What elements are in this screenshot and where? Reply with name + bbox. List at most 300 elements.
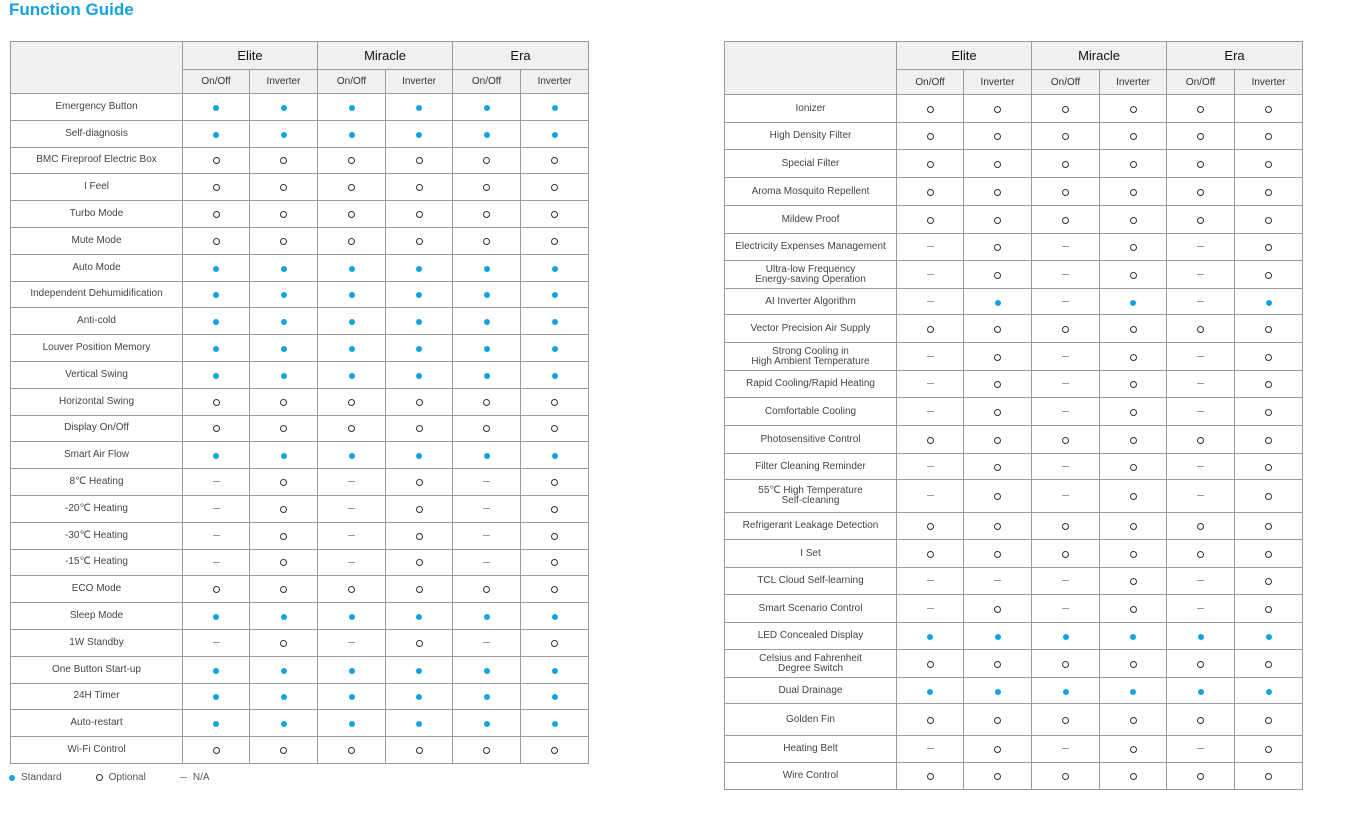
optional-circle-icon: [927, 717, 934, 724]
feature-cell: [964, 398, 1032, 426]
na-dash-icon: [1062, 608, 1069, 609]
feature-cell: [1100, 150, 1167, 178]
feature-cell: [386, 495, 453, 522]
header-model: Era: [1167, 42, 1303, 70]
feature-cell: [521, 281, 589, 308]
feature-cell: [1032, 568, 1100, 595]
feature-cell: [897, 650, 964, 678]
feature-cell: [250, 710, 318, 737]
table-row: [725, 763, 1303, 790]
optional-circle-icon: [927, 133, 934, 140]
feature-cell: [964, 763, 1032, 790]
optional-circle-icon: [1265, 272, 1272, 279]
feature-cell: [318, 308, 386, 335]
table-row: [725, 371, 1303, 398]
feature-cell: [1032, 261, 1100, 289]
feature-cell: [521, 522, 589, 549]
optional-circle-icon: [994, 244, 1001, 251]
feature-cell: [1032, 123, 1100, 150]
feature-cell: [964, 371, 1032, 398]
optional-circle-icon: [1062, 551, 1069, 558]
na-dash-icon: [1197, 246, 1204, 247]
feature-cell: [183, 361, 250, 388]
feature-cell: [964, 150, 1032, 178]
na-dash-icon: [348, 535, 355, 536]
feature-cell: [1235, 595, 1303, 623]
feature-cell: [1167, 426, 1235, 454]
standard-dot-icon: [281, 614, 287, 620]
feature-cell: [521, 710, 589, 737]
feature-cell: [183, 737, 250, 764]
feature-cell: [1167, 398, 1235, 426]
standard-dot-icon: [213, 373, 219, 379]
optional-circle-icon: [1130, 161, 1137, 168]
feature-cell: [1235, 261, 1303, 289]
optional-circle-icon: [927, 326, 934, 333]
feature-cell: [964, 343, 1032, 371]
feature-cell: [250, 737, 318, 764]
feature-cell: [521, 629, 589, 656]
feature-cell: [318, 147, 386, 174]
feature-name: Louver Position Memory: [11, 335, 183, 362]
standard-dot-icon: [213, 132, 219, 138]
feature-cell: [1167, 289, 1235, 315]
feature-cell: [521, 549, 589, 576]
feature-cell: [521, 308, 589, 335]
optional-circle-icon: [994, 326, 1001, 333]
feature-cell: [1100, 343, 1167, 371]
feature-name: Rapid Cooling/Rapid Heating: [725, 371, 897, 398]
feature-name: High Density Filter: [725, 123, 897, 150]
feature-cell: [1100, 234, 1167, 261]
optional-circle-icon: [1265, 161, 1272, 168]
feature-cell: [1032, 206, 1100, 234]
feature-name: Auto Mode: [11, 254, 183, 281]
legend-na: [180, 772, 210, 783]
table-row: [725, 315, 1303, 343]
feature-cell: [183, 603, 250, 630]
standard-dot-icon: [349, 694, 355, 700]
feature-name: BMC Fireproof Electric Box: [11, 147, 183, 174]
na-dash-icon: [483, 508, 490, 509]
standard-dot-icon: [1266, 300, 1272, 306]
feature-cell: [964, 206, 1032, 234]
optional-circle-icon: [280, 747, 287, 754]
optional-circle-icon: [927, 661, 934, 668]
table-row: [11, 576, 589, 603]
optional-circle-icon: [348, 238, 355, 245]
feature-name: -15℃ Heating: [11, 549, 183, 576]
feature-cell: [453, 522, 521, 549]
feature-cell: [1167, 650, 1235, 678]
table-row: [725, 426, 1303, 454]
na-dash-icon: [1197, 301, 1204, 302]
standard-dot-icon: [213, 721, 219, 727]
feature-cell: [250, 94, 318, 121]
feature-cell: [183, 201, 250, 228]
optional-circle-icon: [551, 479, 558, 486]
feature-cell: [1100, 736, 1167, 763]
na-dash-icon: [927, 383, 934, 384]
feature-cell: [897, 150, 964, 178]
feature-cell: [1235, 426, 1303, 454]
feature-cell: [521, 227, 589, 254]
optional-circle-icon: [1130, 381, 1137, 388]
feature-cell: [318, 442, 386, 469]
optional-circle-icon: [551, 747, 558, 754]
feature-cell: [183, 281, 250, 308]
optional-circle-icon: [483, 586, 490, 593]
feature-cell: [1032, 343, 1100, 371]
feature-cell: [183, 147, 250, 174]
optional-circle-icon: [994, 437, 1001, 444]
optional-circle-icon: [551, 238, 558, 245]
standard-dot-icon: [281, 319, 287, 325]
optional-circle-icon: [348, 425, 355, 432]
table-row: [725, 454, 1303, 480]
feature-cell: [318, 227, 386, 254]
standard-dot-icon: [552, 319, 558, 325]
optional-circle-icon: [1062, 523, 1069, 530]
feature-name: Vertical Swing: [11, 361, 183, 388]
feature-cell: [964, 178, 1032, 206]
na-dash-icon: [1197, 748, 1204, 749]
optional-circle-icon: [1062, 437, 1069, 444]
standard-dot-icon: [281, 668, 287, 674]
feature-cell: [453, 120, 521, 147]
feature-cell: [318, 576, 386, 603]
optional-circle-icon: [994, 661, 1001, 668]
feature-cell: [250, 629, 318, 656]
feature-cell: [453, 201, 521, 228]
na-dash-icon: [927, 356, 934, 357]
feature-cell: [1235, 178, 1303, 206]
optional-circle-icon: [1265, 717, 1272, 724]
standard-dot-icon: [484, 346, 490, 352]
feature-cell: [897, 595, 964, 623]
table-row: [11, 361, 589, 388]
standard-dot-icon: [484, 373, 490, 379]
feature-cell: [521, 361, 589, 388]
table-row: [11, 495, 589, 522]
standard-dot-icon: [213, 346, 219, 352]
feature-cell: [453, 254, 521, 281]
table-row: [725, 289, 1303, 315]
na-dash-icon: [1197, 495, 1204, 496]
standard-dot-icon: [213, 105, 219, 111]
optional-circle-icon: [1197, 717, 1204, 724]
feature-cell: [453, 469, 521, 496]
optional-circle-icon: [280, 184, 287, 191]
optional-circle-icon: [483, 157, 490, 164]
feature-cell: [521, 388, 589, 415]
optional-circle-icon: [416, 533, 423, 540]
optional-circle-icon: [483, 238, 490, 245]
na-dash-icon: [1062, 301, 1069, 302]
feature-cell: [1167, 568, 1235, 595]
table-row: [11, 227, 589, 254]
feature-cell: [1167, 150, 1235, 178]
legend-na-label: N/A: [192, 772, 210, 783]
optional-circle-icon: [213, 184, 220, 191]
feature-cell: [386, 308, 453, 335]
feature-cell: [183, 227, 250, 254]
feature-cell: [1032, 426, 1100, 454]
table-row: [11, 710, 589, 737]
feature-cell: [897, 513, 964, 540]
feature-cell: [1100, 454, 1167, 480]
feature-cell: [1167, 178, 1235, 206]
table-row: [725, 623, 1303, 650]
optional-circle-icon: [994, 464, 1001, 471]
optional-circle-icon: [1130, 409, 1137, 416]
feature-cell: [1235, 540, 1303, 568]
standard-dot-icon: [552, 105, 558, 111]
feature-cell: [453, 94, 521, 121]
table-row: [725, 595, 1303, 623]
standard-dot-icon: [995, 689, 1001, 695]
feature-cell: [453, 415, 521, 442]
table-row: [11, 201, 589, 228]
feature-cell: [1100, 623, 1167, 650]
optional-circle-icon: [416, 399, 423, 406]
legend-standard: [9, 772, 62, 783]
table-row: [725, 178, 1303, 206]
feature-cell: [897, 568, 964, 595]
feature-name: Mildew Proof: [725, 206, 897, 234]
feature-cell: [453, 281, 521, 308]
standard-dot-icon: [281, 132, 287, 138]
header-type: Inverter: [964, 70, 1032, 95]
header-type: On/Off: [453, 70, 521, 94]
feature-cell: [318, 335, 386, 362]
feature-cell: [1032, 480, 1100, 513]
standard-dot-icon: [213, 453, 219, 459]
feature-cell: [1032, 315, 1100, 343]
feature-cell: [897, 736, 964, 763]
optional-circle-icon: [551, 425, 558, 432]
optional-circle-icon: [1197, 551, 1204, 558]
optional-circle-icon: [1265, 217, 1272, 224]
feature-cell: [897, 123, 964, 150]
feature-name: Aroma Mosquito Repellent: [725, 178, 897, 206]
feature-cell: [386, 683, 453, 710]
feature-cell: [1167, 206, 1235, 234]
header-type: On/Off: [897, 70, 964, 95]
feature-name: Sleep Mode: [11, 603, 183, 630]
feature-cell: [250, 174, 318, 201]
feature-cell: [386, 201, 453, 228]
optional-circle-icon: [280, 559, 287, 566]
table-row: [725, 736, 1303, 763]
optional-circle-icon: [1130, 493, 1137, 500]
feature-cell: [1032, 371, 1100, 398]
feature-cell: [897, 343, 964, 371]
optional-circle-icon: [994, 272, 1001, 279]
table-row: [11, 522, 589, 549]
header-type: Inverter: [1100, 70, 1167, 95]
optional-circle-icon: [1130, 551, 1137, 558]
table-row: [11, 147, 589, 174]
feature-cell: [1167, 371, 1235, 398]
optional-circle-icon: [551, 157, 558, 164]
standard-dot-icon: [416, 319, 422, 325]
feature-cell: [1032, 623, 1100, 650]
feature-cell: [318, 683, 386, 710]
feature-name: Refrigerant Leakage Detection: [725, 513, 897, 540]
na-dash-icon: [1197, 466, 1204, 467]
feature-cell: [183, 335, 250, 362]
feature-cell: [1032, 540, 1100, 568]
na-dash-icon: [927, 466, 934, 467]
standard-dot-icon: [281, 694, 287, 700]
optional-circle-icon: [1062, 133, 1069, 140]
standard-dot-icon: [1130, 634, 1136, 640]
standard-dot-icon: [281, 266, 287, 272]
page-title: Function Guide: [9, 0, 134, 19]
feature-cell: [964, 736, 1032, 763]
feature-name: ECO Mode: [11, 576, 183, 603]
feature-name: Wire Control: [725, 763, 897, 790]
optional-circle-icon: [1197, 189, 1204, 196]
feature-cell: [1235, 568, 1303, 595]
optional-circle-icon: [1265, 746, 1272, 753]
optional-circle-icon: [416, 586, 423, 593]
feature-cell: [1235, 123, 1303, 150]
feature-cell: [1167, 343, 1235, 371]
feature-cell: [386, 227, 453, 254]
optional-circle-icon: [348, 157, 355, 164]
standard-dot-icon: [552, 346, 558, 352]
feature-cell: [453, 227, 521, 254]
optional-circle-icon: [1265, 381, 1272, 388]
standard-dot-icon: [213, 694, 219, 700]
feature-cell: [1235, 343, 1303, 371]
standard-dot-icon: [484, 266, 490, 272]
standard-dot-icon: [213, 319, 219, 325]
na-dash-icon: [348, 508, 355, 509]
header-row-models: [725, 42, 1303, 70]
optional-circle-icon: [483, 184, 490, 191]
optional-circle-icon: [1265, 189, 1272, 196]
standard-dot-icon: [484, 132, 490, 138]
feature-name: Smart Scenario Control: [725, 595, 897, 623]
header-type: Inverter: [1235, 70, 1303, 95]
standard-dot-icon: [1063, 689, 1069, 695]
optional-circle-icon: [280, 586, 287, 593]
optional-circle-icon: [1265, 437, 1272, 444]
feature-cell: [1167, 704, 1235, 736]
optional-circle-icon: [1197, 133, 1204, 140]
feature-cell: [183, 308, 250, 335]
optional-circle-icon: [994, 409, 1001, 416]
optional-circle-icon: [1130, 578, 1137, 585]
feature-name: I Feel: [11, 174, 183, 201]
header-type: Inverter: [386, 70, 453, 94]
na-dash-icon: [927, 495, 934, 496]
feature-name: Horizontal Swing: [11, 388, 183, 415]
optional-circle-icon: [994, 106, 1001, 113]
feature-cell: [183, 174, 250, 201]
feature-cell: [521, 415, 589, 442]
optional-circle-icon: [416, 640, 423, 647]
feature-cell: [897, 704, 964, 736]
legend-optional-label: Optional: [108, 772, 146, 783]
feature-cell: [318, 254, 386, 281]
table-row: [725, 398, 1303, 426]
na-dash-icon: [927, 246, 934, 247]
feature-cell: [964, 454, 1032, 480]
optional-circle-icon: [1062, 326, 1069, 333]
feature-cell: [250, 683, 318, 710]
standard-dot-icon: [1063, 634, 1069, 640]
feature-name: 24H Timer: [11, 683, 183, 710]
standard-dot-icon: [552, 132, 558, 138]
standard-dot-icon: [281, 373, 287, 379]
na-dash-icon: [927, 608, 934, 609]
optional-circle-icon: [1130, 606, 1137, 613]
feature-cell: [250, 281, 318, 308]
feature-cell: [386, 737, 453, 764]
table-row: [725, 343, 1303, 371]
feature-cell: [250, 469, 318, 496]
table-row: [11, 683, 589, 710]
feature-cell: [183, 388, 250, 415]
optional-circle-icon: [416, 211, 423, 218]
feature-cell: [453, 174, 521, 201]
feature-cell: [1235, 95, 1303, 123]
optional-circle-icon: [551, 533, 558, 540]
feature-cell: [386, 629, 453, 656]
feature-cell: [964, 568, 1032, 595]
feature-cell: [964, 540, 1032, 568]
na-dash-icon: [348, 642, 355, 643]
feature-name: Comfortable Cooling: [725, 398, 897, 426]
feature-cell: [183, 94, 250, 121]
feature-cell: [250, 308, 318, 335]
feature-cell: [964, 678, 1032, 704]
header-corner: [11, 42, 183, 94]
feature-name: 1W Standby: [11, 629, 183, 656]
feature-cell: [964, 234, 1032, 261]
feature-cell: [1100, 289, 1167, 315]
feature-name: Turbo Mode: [11, 201, 183, 228]
standard-dot-icon: [927, 634, 933, 640]
feature-cell: [897, 678, 964, 704]
legend: [9, 772, 244, 783]
feature-cell: [964, 480, 1032, 513]
feature-cell: [1032, 454, 1100, 480]
standard-dot-icon: [416, 694, 422, 700]
feature-cell: [183, 495, 250, 522]
optional-circle-icon: [1265, 244, 1272, 251]
optional-circle-icon: [994, 493, 1001, 500]
optional-circle-icon: [416, 157, 423, 164]
feature-cell: [250, 147, 318, 174]
feature-cell: [386, 656, 453, 683]
standard-dot-icon: [213, 292, 219, 298]
feature-cell: [1032, 513, 1100, 540]
optional-circle-icon: [927, 217, 934, 224]
optional-circle-icon: [1265, 606, 1272, 613]
feature-cell: [1235, 371, 1303, 398]
table-row: [11, 388, 589, 415]
optional-circle-icon: [416, 425, 423, 432]
feature-cell: [386, 549, 453, 576]
standard-dot-icon: [552, 453, 558, 459]
feature-cell: [250, 335, 318, 362]
standard-dot-icon: [484, 668, 490, 674]
